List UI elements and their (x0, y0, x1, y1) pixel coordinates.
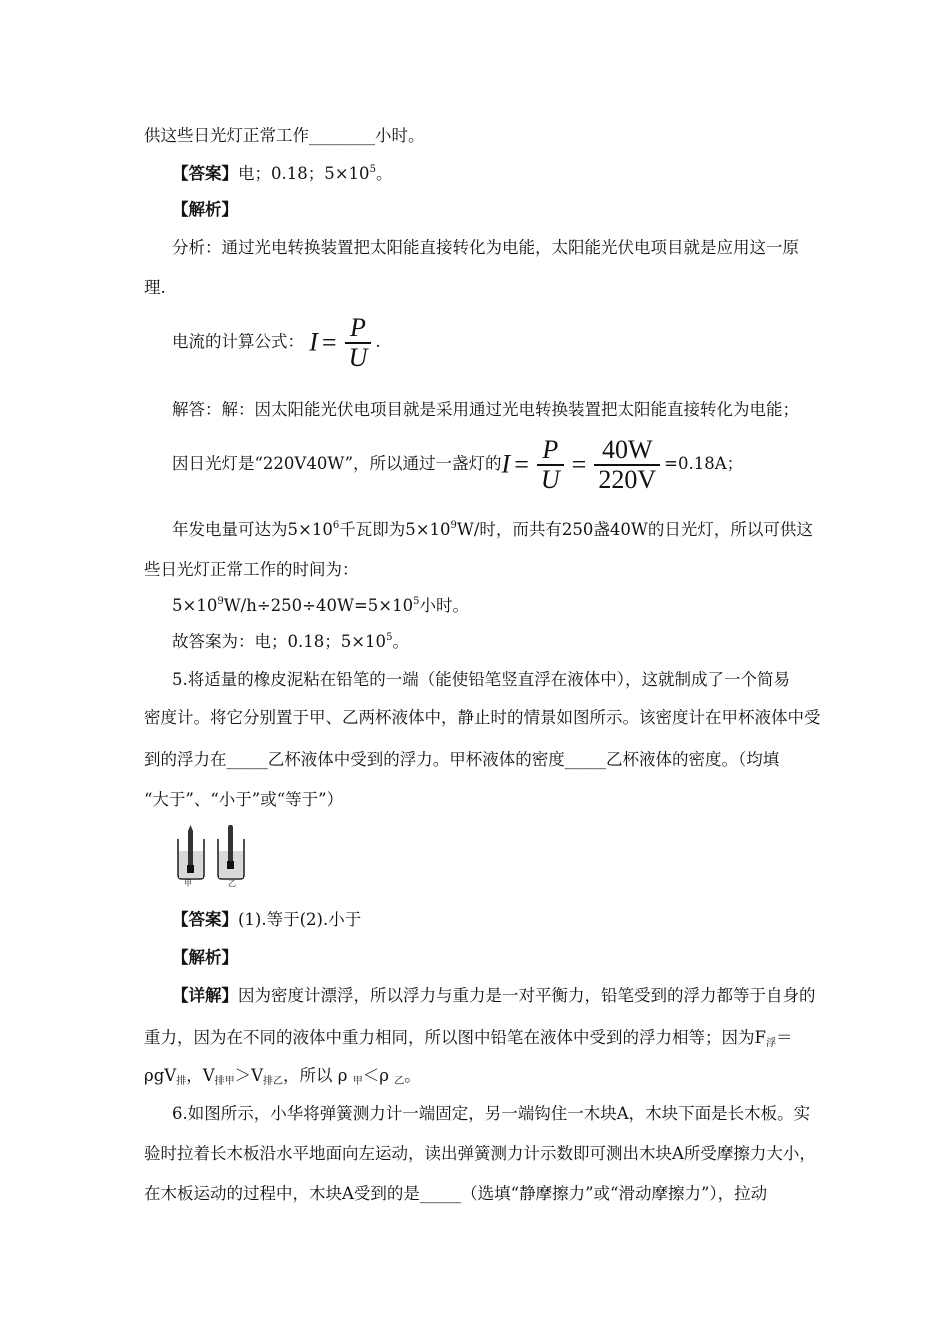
current-formula-line: 电流的计算公式： I = $\frac{P}{U}$ . (172, 312, 381, 372)
label-yi: 乙 (228, 879, 236, 887)
question-5-line-1: 5.将适量的橡皮泥粘在铅笔的一端（能使铅笔竖直浮在液体中），这就制成了一个简易 (172, 670, 790, 689)
answer-tag: 【答案】 (172, 164, 238, 183)
question-6-line-3: 在木板运动的过程中，木块A受到的是_____（选填“静摩擦力”或“滑动摩擦力”），拉动 (144, 1184, 768, 1203)
analysis-line-2: 理. (144, 278, 166, 297)
detail-line-3: ρgV$_排$，$V_{排甲}>V_{排乙}$，所以 ρ $_甲$＜ρ $_乙$。 (144, 1066, 421, 1087)
fraction-p-over-u: $\frac{P}{U}$ (345, 314, 372, 372)
densitometer-figure (172, 825, 252, 887)
line-hours-blank: 供这些日光灯正常工作________小时。 (144, 126, 425, 145)
formula-i-symbol: I (309, 327, 318, 357)
fraction-40w-over-220v: $\frac{40W}{220V}$ (594, 436, 660, 494)
answer-tag-2: 【答案】 (172, 910, 238, 929)
question-6-line-1: 6.如图所示，小华将弹簧测力计一端固定，另一端钩住一木块A，木块下面是长木板。实 (172, 1104, 811, 1123)
answer-line-2: 【答案】(1).等于(2).小于 (172, 910, 362, 929)
solution-line-2: 因日光灯是“220V40W”，所以通过一盏灯的I = $\frac{P}{U}$ = $\frac{40W}{220V}$ =0.18A； (172, 434, 744, 494)
solution-line-3: 年发电量可达为$5\times 10^6$千瓦即为$5\times 10^9W/$时，而共有250盏40W的日光灯，所以可供这 (172, 520, 813, 539)
detail-line-2: 重力，因为在不同的液体中重力相同，所以图中铅笔在液体中受到的浮力相等；因为$F_浮=$ (144, 1028, 793, 1049)
solution-line-5: $5\times 10^9W/h\div 250\div 40W=5\times 10^5$小时。 (172, 596, 469, 615)
solution-line-1: 解答：解：因太阳能光伏电项目就是采用通过光电转换装置把太阳能直接转化为电能； (172, 400, 799, 419)
question-5-line-2: 密度计。将它分别置于甲、乙两杯液体中，静止时的情景如图所示。该密度计在甲杯液体中受 (144, 708, 821, 727)
analysis-line-1: 分析：通过光电转换装置把太阳能直接转化为电能，太阳能光伏电项目就是应用这一原 (172, 238, 799, 257)
fraction-p-over-u-2: $\frac{P}{U}$ (537, 436, 564, 494)
detail-line-1: 【详解】因为密度计漂浮，所以浮力与重力是一对平衡力，铅笔受到的浮力都等于自身的 (172, 986, 816, 1005)
analysis-tag: 【解析】 (172, 200, 238, 219)
label-jia: 甲 (184, 879, 192, 887)
question-6-line-2: 验时拉着长木板沿水平地面向左运动，读出弹簧测力计示数即可测出木块A所受摩擦力大小， (144, 1144, 816, 1163)
question-5-line-3: 到的浮力在_____乙杯液体中受到的浮力。甲杯液体的密度_____乙杯液体的密度。（均填 (144, 750, 780, 769)
question-5-line-4: “大于”、“小于”或“等于”） (144, 790, 344, 809)
solution-line-6: 故答案为：电；0.18；$5\times 10^5$。 (172, 632, 409, 651)
beakers-illustration (172, 825, 252, 887)
analysis-tag-2: 【解析】 (172, 948, 238, 967)
detail-tag: 【详解】 (172, 986, 238, 1005)
answer-line: 【答案】电；0.18；$5\times 10^5$。 (172, 164, 393, 183)
solution-line-4: 些日光灯正常工作的时间为： (144, 560, 359, 579)
